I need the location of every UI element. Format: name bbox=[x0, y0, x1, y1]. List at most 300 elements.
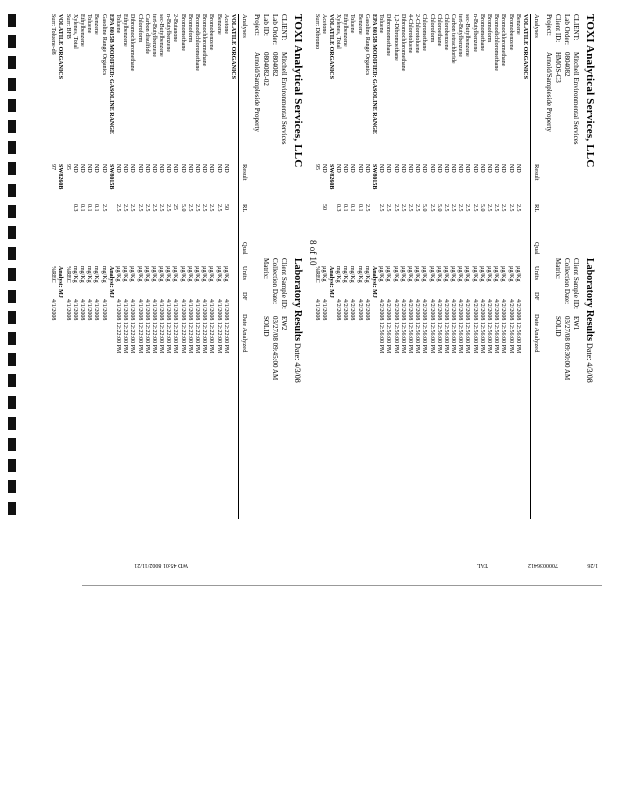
footer-left: 1/26 bbox=[587, 562, 598, 568]
table-row bbox=[114, 14, 121, 519]
cell-result: ND bbox=[179, 164, 186, 173]
cell-date: 4/2/2008 12:56:00 PM bbox=[514, 299, 521, 354]
cell-result: ND bbox=[363, 164, 370, 173]
table-row bbox=[85, 14, 92, 519]
cell-u: Analyst: MJ bbox=[57, 266, 64, 298]
cell-name: Bromobenzene bbox=[208, 14, 215, 51]
cell-u: µg/Kg bbox=[115, 266, 121, 282]
cell-name: VOLATILE ORGANICS bbox=[57, 14, 64, 79]
date-printed: Date: 4/3/08 bbox=[585, 343, 594, 383]
meta-left bbox=[252, 14, 288, 145]
cell-result: SW8260B bbox=[57, 164, 64, 190]
cell-rl: 2.5 bbox=[450, 204, 457, 212]
column-header: Date Analyzed bbox=[241, 314, 248, 353]
cell-date: 4/1/2008 bbox=[50, 299, 57, 321]
cell-result: ND bbox=[208, 164, 215, 173]
cell-result: ND bbox=[385, 164, 392, 173]
cell-u: Analyst: MJ bbox=[371, 266, 378, 298]
cell-rl: 2.5 bbox=[385, 204, 392, 212]
cell-name: Carbon disulfide bbox=[143, 14, 150, 55]
table-row bbox=[413, 14, 420, 519]
cell-result: SW8015B bbox=[107, 164, 114, 190]
punch-mark bbox=[8, 162, 16, 175]
table-row bbox=[406, 14, 413, 519]
cell-rl: 50 bbox=[222, 204, 229, 210]
cell-name: Xylenes, Total bbox=[71, 14, 78, 49]
cell-date: 4/2/2008 12:56:00 PM bbox=[486, 299, 493, 354]
table-row bbox=[334, 14, 341, 519]
table-row bbox=[143, 14, 150, 519]
cell-date: 4/1/2008 12:22:00 PM bbox=[194, 299, 201, 354]
cell-name: Chloroform bbox=[136, 14, 143, 43]
cell-u: mg/Kg bbox=[71, 266, 78, 283]
cell-rl: 2.5 bbox=[122, 204, 129, 212]
meta-row bbox=[571, 14, 580, 145]
table-row bbox=[186, 14, 193, 519]
table-row bbox=[150, 14, 157, 519]
cell-name: Ethylbenzene bbox=[342, 14, 349, 47]
cell-result: ND bbox=[435, 164, 442, 173]
meta-value: Mitchell Environmental Services bbox=[572, 52, 580, 145]
cell-date: 4/1/2008 12:22:00 PM bbox=[172, 299, 179, 354]
table-row bbox=[157, 14, 164, 519]
cell-rl: 2.5 bbox=[378, 204, 385, 212]
cell-date: 4/1/2008 bbox=[313, 299, 320, 321]
meta-row bbox=[279, 258, 288, 380]
cell-u: µg/Kg bbox=[129, 266, 136, 282]
punch-mark bbox=[8, 311, 16, 324]
report-title: Laboratory Results bbox=[292, 258, 303, 342]
cell-name: 1,2-Dibromoethane bbox=[392, 14, 399, 61]
cell-rl: 0.3 bbox=[335, 204, 342, 212]
results-table bbox=[49, 14, 236, 519]
cell-rl: 2.5 bbox=[215, 204, 222, 212]
cell-u: µg/Kg bbox=[507, 266, 514, 282]
cell-result: ND bbox=[79, 164, 86, 173]
cell-rl: 2.5 bbox=[201, 204, 208, 212]
punch-mark bbox=[8, 247, 16, 260]
meta-row bbox=[571, 258, 580, 380]
cell-date: 4/2/2008 12:56:00 PM bbox=[414, 299, 421, 354]
meta-key: Collection Date: bbox=[271, 258, 279, 305]
table-row bbox=[456, 14, 463, 519]
cell-rl: 0.1 bbox=[356, 204, 363, 212]
cell-rl: 5.0 bbox=[179, 204, 186, 212]
table-row bbox=[207, 14, 214, 519]
table-row bbox=[49, 14, 56, 519]
cell-date: 4/1/2008 bbox=[100, 299, 107, 321]
cell-u: mg/Kg bbox=[356, 266, 363, 283]
cell-u: µg/Kg bbox=[208, 266, 215, 282]
page-edge bbox=[82, 585, 602, 586]
cell-rl: 5.0 bbox=[421, 204, 428, 212]
meta-row bbox=[279, 14, 288, 145]
cell-name: Xylenes, Total bbox=[335, 14, 342, 49]
cell-rl: 2.5 bbox=[208, 204, 215, 212]
meta-key: Client Sample ID: bbox=[572, 258, 580, 309]
cell-result: ND bbox=[165, 164, 172, 173]
cell-result: ND bbox=[115, 164, 121, 173]
table-row bbox=[56, 14, 63, 519]
cell-rl: 2.5 bbox=[442, 204, 449, 212]
meta-row bbox=[261, 14, 270, 145]
cell-name: n-Butylbenzene bbox=[471, 14, 478, 52]
cell-u: %REC bbox=[64, 266, 71, 283]
cell-result: ND bbox=[150, 164, 157, 173]
table-row bbox=[506, 14, 513, 519]
date-printed: Date: 4/3/08 bbox=[293, 343, 302, 383]
cell-name: n-Butylbenzene bbox=[165, 14, 172, 52]
cell-date: 4/2/2008 12:56:00 PM bbox=[500, 299, 507, 354]
cell-name: Bromobenzene bbox=[507, 14, 514, 51]
meta-value: Arnold/Sampleside Property bbox=[545, 52, 553, 132]
cell-name: Bromochloromethane bbox=[201, 14, 208, 67]
cell-date: 4/1/2008 12:22:00 PM bbox=[222, 299, 229, 354]
cell-result: ND bbox=[514, 164, 521, 173]
punch-mark bbox=[8, 141, 16, 154]
table-row bbox=[442, 14, 449, 519]
column-header: Units bbox=[241, 266, 248, 281]
cell-result: ND bbox=[464, 164, 471, 173]
meta-value: EW2 bbox=[280, 316, 288, 331]
meta-key: Matrix: bbox=[262, 258, 270, 279]
cell-name: Chloroform bbox=[428, 14, 435, 43]
table-row bbox=[420, 14, 427, 519]
document-canvas bbox=[22, 8, 602, 568]
cell-rl: 50 bbox=[320, 204, 327, 210]
cell-date: 4/2/2008 12:56:00 PM bbox=[421, 299, 428, 354]
cell-name: Gasoline Range Organics bbox=[100, 14, 107, 76]
cell-u: µg/Kg bbox=[186, 266, 193, 282]
report-sample-2 bbox=[25, 8, 310, 528]
cell-name: Chlorobenzene bbox=[442, 14, 449, 51]
cell-date: 4/1/2008 bbox=[79, 299, 86, 321]
lab-company-name: TOXI Analytical Services, LLC bbox=[292, 14, 304, 168]
cell-rl: 2.5 bbox=[165, 204, 172, 212]
table-row bbox=[391, 14, 398, 519]
cell-u: µg/Kg bbox=[378, 266, 385, 282]
rotated-document bbox=[22, 8, 602, 568]
cell-result: ND bbox=[143, 164, 150, 173]
cell-rl: 2.5 bbox=[136, 204, 143, 212]
cell-name: Acetone bbox=[222, 14, 229, 34]
cell-rl: 2.5 bbox=[428, 204, 435, 212]
cell-u: %REC bbox=[50, 266, 57, 283]
table-row bbox=[327, 14, 334, 519]
section-label bbox=[229, 14, 236, 519]
cell-result: ND bbox=[442, 164, 449, 173]
cell-u: mg/Kg bbox=[79, 266, 86, 283]
cell-u: µg/Kg bbox=[215, 266, 222, 282]
punch-mark bbox=[8, 417, 16, 430]
cell-name: Dibromochloromethane bbox=[399, 14, 406, 72]
cell-name: Gasoline Range Organics bbox=[363, 14, 370, 76]
cell-u: µg/Kg bbox=[457, 266, 464, 282]
cell-date: 4/1/2008 12:22:00 PM bbox=[215, 299, 222, 354]
cell-result: ND bbox=[407, 164, 413, 173]
cell-rl: 2.5 bbox=[500, 204, 507, 212]
results-table bbox=[312, 14, 528, 519]
table-row bbox=[135, 14, 142, 519]
cell-result: ND bbox=[457, 164, 464, 173]
cell-u: µg/Kg bbox=[392, 266, 399, 282]
table-row bbox=[341, 14, 348, 519]
cell-result: ND bbox=[378, 164, 385, 173]
cell-date: 4/1/2008 12:22:00 PM bbox=[165, 299, 172, 354]
meta-key: Lab ID: bbox=[262, 14, 270, 36]
cell-result: ND bbox=[158, 164, 165, 173]
meta-value: Arnold/Sampleside Property bbox=[253, 52, 261, 132]
cell-name: Toluene bbox=[349, 14, 356, 34]
meta-row bbox=[252, 14, 261, 145]
cell-name: Benzene bbox=[356, 14, 363, 35]
cell-rl: 2.5 bbox=[129, 204, 136, 212]
cell-name: tert-Butylbenzene bbox=[150, 14, 157, 57]
fax-footer bbox=[93, 562, 598, 582]
meta-row bbox=[544, 14, 553, 145]
cell-name: sec-Butylbenzene bbox=[158, 14, 165, 57]
cell-result: SW8015B bbox=[371, 164, 378, 190]
meta-mid bbox=[261, 258, 288, 380]
cell-date: 4/2/2008 bbox=[349, 299, 356, 321]
cell-result: ND bbox=[86, 164, 93, 173]
cell-date: 4/2/2008 12:56:00 PM bbox=[407, 299, 413, 354]
cell-rl: 0.1 bbox=[86, 204, 93, 212]
cell-rl: 2.5 bbox=[115, 204, 121, 212]
column-header: Analyses bbox=[241, 14, 248, 38]
cell-result: ND bbox=[507, 164, 514, 173]
meta-key: Lab Order: bbox=[563, 14, 571, 45]
cell-result: ND bbox=[399, 164, 406, 173]
cell-rl: 2.5 bbox=[143, 204, 150, 212]
cell-rl: 2.5 bbox=[194, 204, 201, 212]
cell-u: µg/Kg bbox=[478, 266, 485, 282]
cell-u: µg/Kg bbox=[201, 266, 208, 282]
meta-value: EW1 bbox=[572, 316, 580, 331]
cell-result: SW8260B bbox=[327, 164, 334, 190]
meta-row bbox=[553, 258, 562, 380]
table-row bbox=[214, 14, 221, 519]
meta-key: CLIENT: bbox=[280, 14, 288, 41]
cell-date: 4/1/2008 12:22:00 PM bbox=[186, 299, 193, 354]
cell-result: ND bbox=[320, 164, 327, 173]
cell-u: mg/Kg bbox=[342, 266, 349, 283]
meta-value: 0804082 bbox=[563, 52, 571, 77]
table-row bbox=[384, 14, 391, 519]
cell-date: 4/1/2008 bbox=[320, 299, 327, 321]
cell-name: Surr: BFB bbox=[64, 14, 71, 39]
cell-rl: 2.5 bbox=[507, 204, 514, 212]
cell-result: ND bbox=[222, 164, 229, 173]
column-header: Analyses bbox=[533, 14, 540, 38]
cell-name: Bromodichloromethane bbox=[194, 14, 201, 71]
cell-u: µg/Kg bbox=[407, 266, 413, 282]
cell-result: ND bbox=[122, 164, 129, 173]
column-header: DF bbox=[241, 292, 248, 301]
cell-rl: 2.5 bbox=[471, 204, 478, 212]
cell-rl: 2.5 bbox=[150, 204, 157, 212]
table-row bbox=[107, 14, 114, 519]
cell-date: 4/2/2008 12:56:00 PM bbox=[493, 299, 500, 354]
meta-value: HMOS-C3 bbox=[554, 52, 562, 83]
cell-result: ND bbox=[136, 164, 143, 173]
punch-mark bbox=[8, 396, 16, 409]
cell-date: 4/2/2008 12:56:00 PM bbox=[392, 299, 399, 354]
cell-u: µg/Kg bbox=[428, 266, 435, 282]
cell-name: Dibromochloromethane bbox=[129, 14, 136, 72]
cell-name: Surr: Dibromo bbox=[313, 14, 320, 50]
column-header: Result bbox=[241, 164, 248, 181]
cell-date: 4/2/2008 12:56:00 PM bbox=[378, 299, 385, 354]
cell-u: mg/Kg bbox=[335, 266, 342, 283]
cell-result: ND bbox=[486, 164, 493, 173]
table-row bbox=[200, 14, 207, 519]
cell-rl: 2.5 bbox=[158, 204, 165, 212]
cell-name: Ethylbenzene bbox=[79, 14, 86, 47]
meta-row bbox=[562, 14, 571, 145]
cell-rl: 2.5 bbox=[186, 204, 193, 212]
cell-date: 4/2/2008 12:56:00 PM bbox=[471, 299, 478, 354]
cell-date: 4/2/2008 bbox=[363, 299, 370, 321]
meta-key: Project: bbox=[253, 14, 261, 36]
table-row bbox=[471, 14, 478, 519]
cell-date: 4/1/2008 12:22:00 PM bbox=[208, 299, 215, 354]
cell-rl: 2.5 bbox=[493, 204, 500, 212]
cell-name: Toluene bbox=[115, 14, 121, 34]
cell-rl: 25 bbox=[172, 204, 179, 210]
table-row bbox=[463, 14, 470, 519]
cell-u: µg/Kg bbox=[194, 266, 201, 282]
cell-rl: 2.5 bbox=[514, 204, 521, 212]
table-row bbox=[64, 14, 71, 519]
table-row bbox=[78, 14, 85, 519]
meta-key: Collection Date: bbox=[563, 258, 571, 305]
cell-date: 4/2/2008 bbox=[342, 299, 349, 321]
table-row bbox=[71, 14, 78, 519]
meta-key: Matrix: bbox=[554, 258, 562, 279]
punch-mark bbox=[8, 120, 16, 133]
cell-u: µg/Kg bbox=[222, 266, 229, 282]
cell-name: VOLATILE ORGANICS bbox=[327, 14, 334, 79]
table-row bbox=[370, 14, 377, 519]
table-row bbox=[179, 14, 186, 519]
cell-name: Toluene bbox=[378, 14, 385, 34]
cell-name: Bromodichloromethane bbox=[493, 14, 500, 71]
punch-mark bbox=[8, 502, 16, 515]
cell-u: Analyst: MJ bbox=[107, 266, 114, 298]
cell-u: mg/Kg bbox=[100, 266, 107, 283]
cell-name: 2-Chlorotoluene bbox=[414, 14, 421, 54]
column-header: Qual bbox=[533, 242, 540, 255]
cell-result: ND bbox=[478, 164, 485, 173]
cell-u: mg/Kg bbox=[349, 266, 356, 283]
table-row bbox=[427, 14, 434, 519]
punch-mark bbox=[8, 290, 16, 303]
table-row bbox=[348, 14, 355, 519]
cell-date: 4/2/2008 12:56:00 PM bbox=[507, 299, 514, 354]
column-header: Date Analyzed bbox=[533, 314, 540, 353]
cell-rl: 2.5 bbox=[407, 204, 413, 212]
column-header: Result bbox=[533, 164, 540, 181]
cell-result: ND bbox=[500, 164, 507, 173]
cell-result: ND bbox=[215, 164, 222, 173]
cell-name: Bromoform bbox=[486, 14, 493, 43]
cell-name: 4-Chlorotoluene bbox=[407, 14, 413, 54]
cell-result: ND bbox=[335, 164, 342, 173]
cell-date: 4/2/2008 12:56:00 PM bbox=[428, 299, 435, 354]
cell-result: ND bbox=[421, 164, 428, 173]
cell-rl: 0.1 bbox=[79, 204, 86, 212]
cell-date: 4/2/2008 bbox=[356, 299, 363, 321]
cell-result: ND bbox=[450, 164, 457, 173]
cell-u: µg/Kg bbox=[172, 266, 179, 282]
cell-rl: 5.0 bbox=[478, 204, 485, 212]
cell-name: EPA 8015B MODIFIED: GASOLINE RANGE bbox=[371, 14, 378, 134]
punch-mark bbox=[8, 226, 16, 239]
cell-date: 4/1/2008 12:22:00 PM bbox=[115, 299, 121, 354]
meta-row bbox=[261, 258, 270, 380]
cell-result: ND bbox=[93, 164, 100, 173]
cell-rl: 0.1 bbox=[342, 204, 349, 212]
cell-rl: 0.1 bbox=[349, 204, 356, 212]
cell-name: Benzene bbox=[93, 14, 100, 35]
cell-result: ND bbox=[194, 164, 201, 173]
cell-u: µg/Kg bbox=[122, 266, 129, 282]
punch-mark bbox=[8, 268, 16, 281]
meta-key: CLIENT: bbox=[572, 14, 580, 41]
cell-date: 4/2/2008 12:56:00 PM bbox=[457, 299, 464, 354]
cell-result: ND bbox=[129, 164, 136, 173]
column-header: RL bbox=[533, 204, 540, 213]
table-row bbox=[312, 14, 319, 519]
cell-rl: 2.5 bbox=[464, 204, 471, 212]
cell-date: 4/1/2008 12:22:00 PM bbox=[122, 299, 129, 354]
cell-u: µg/Kg bbox=[158, 266, 165, 282]
table-row bbox=[485, 14, 492, 519]
cell-name: 2-Butanone bbox=[172, 14, 179, 42]
cell-name: Bromoform bbox=[186, 14, 193, 43]
table-row bbox=[121, 14, 128, 519]
meta-key: Project: bbox=[545, 14, 553, 36]
cell-name: EPA 8015B MODIFIED: GASOLINE RANGE bbox=[107, 14, 114, 134]
cell-u: Analyst: MJ bbox=[327, 266, 334, 298]
cell-result: ND bbox=[100, 164, 107, 173]
cell-u: µg/Kg bbox=[486, 266, 493, 282]
cell-name: Dibromomethane bbox=[385, 14, 392, 56]
footer-right: WD 45:01 8002/11/21 bbox=[134, 562, 188, 568]
meta-left bbox=[544, 14, 580, 145]
cell-result: ND bbox=[201, 164, 208, 173]
cell-result: ND bbox=[186, 164, 193, 173]
table-row bbox=[164, 14, 171, 519]
table-row bbox=[499, 14, 506, 519]
cell-rl: 5.0 bbox=[435, 204, 442, 212]
cell-result: ND bbox=[428, 164, 435, 173]
meta-row bbox=[553, 14, 562, 145]
cell-name: Carbon tetrachloride bbox=[450, 14, 457, 64]
cell-result: ND bbox=[493, 164, 500, 173]
meta-row bbox=[270, 14, 279, 145]
cell-name: Benzene bbox=[215, 14, 222, 35]
punch-mark bbox=[8, 56, 16, 69]
cell-name: Bromomethane bbox=[179, 14, 186, 51]
cell-result: 95 bbox=[64, 164, 71, 170]
cell-rl: 2.5 bbox=[363, 204, 370, 212]
meta-key: Client Sample ID: bbox=[280, 258, 288, 309]
cell-rl: 2.5 bbox=[486, 204, 493, 212]
table-header bbox=[530, 14, 540, 519]
column-header: Qual bbox=[241, 242, 248, 255]
